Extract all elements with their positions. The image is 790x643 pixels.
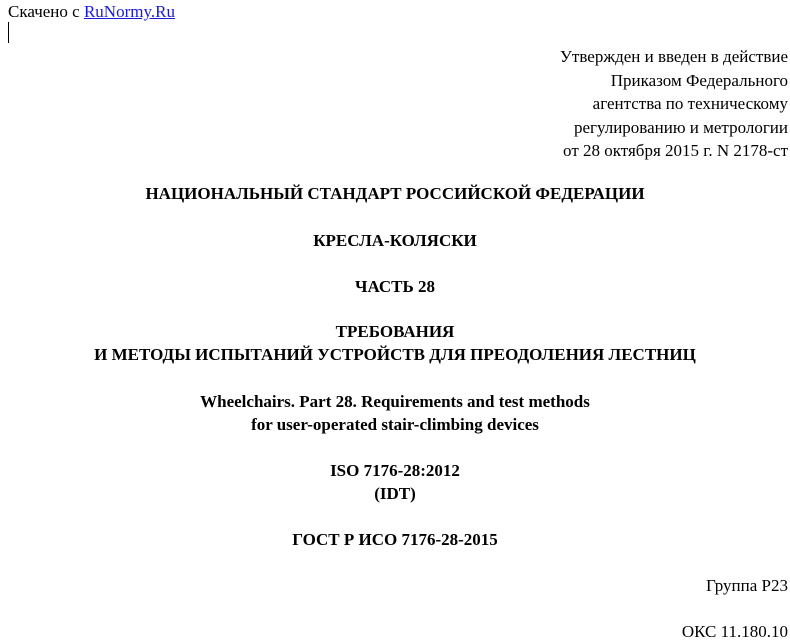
approval-block — [388, 45, 788, 163]
approval-line: агентства по техническому — [592, 94, 788, 113]
document-subtitle — [0, 320, 790, 366]
subtitle-line: И МЕТОДЫ ИСПЫТАНИЙ УСТРОЙСТВ ДЛЯ ПРЕОДОЛЕНИЯ ЛЕСТНИЦ — [94, 345, 696, 364]
source-link[interactable]: RuNormy.Ru — [83, 2, 175, 21]
standard-type: НАЦИОНАЛЬНЫЙ СТАНДАРТ РОССИЙСКОЙ ФЕДЕРАЦИИ — [145, 184, 645, 203]
document-title: КРЕСЛА-КОЛЯСКИ — [313, 231, 477, 250]
gost-designation: ГОСТ Р ИСО 7176-28-2015 — [292, 530, 498, 549]
source-line — [8, 0, 175, 23]
iso-equivalence: (IDT) — [374, 484, 416, 503]
source-prefix: Скачено с — [8, 2, 84, 21]
document-part: ЧАСТЬ 28 — [354, 277, 435, 296]
iso-number: ISO 7176-28:2012 — [330, 461, 460, 480]
oks-code: ОКС 11.180.10 — [681, 622, 788, 641]
text-cursor — [8, 22, 9, 43]
group-code: Группа Р23 — [706, 576, 788, 595]
subtitle-line: ТРЕБОВАНИЯ — [335, 322, 455, 341]
english-title-line: for user-operated stair-climbing devices — [251, 415, 539, 434]
approval-line: Приказом Федерального — [610, 70, 788, 90]
approval-line: Утвержден и введен в действие — [559, 47, 788, 66]
english-title — [0, 390, 790, 436]
approval-line: от 28 октября 2015 г. N 2178-ст — [563, 141, 788, 160]
english-title-line: Wheelchairs. Part 28. Requirements and test methods — [200, 392, 590, 411]
iso-designation — [0, 459, 790, 505]
approval-line: регулированию и метрологии — [573, 117, 788, 137]
